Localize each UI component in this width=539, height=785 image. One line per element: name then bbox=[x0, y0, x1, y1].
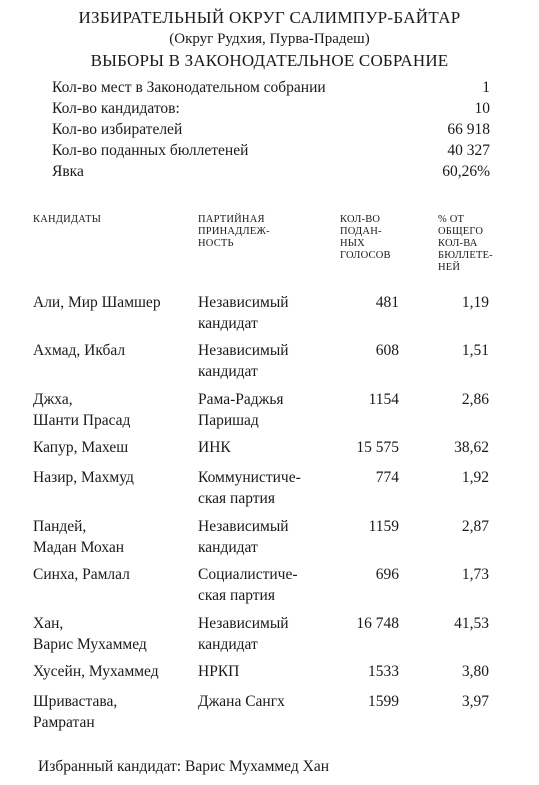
column-header-line: ГОЛОСОВ bbox=[340, 250, 391, 261]
candidate-name bbox=[33, 437, 128, 458]
party-affiliation bbox=[198, 516, 289, 558]
candidate-name-line: Пандей, bbox=[33, 518, 87, 535]
candidate-name-line: Капур, Махеш bbox=[33, 439, 129, 456]
votes-count: 608 bbox=[375, 342, 399, 359]
party-affiliation-line: ИНК bbox=[198, 439, 231, 456]
candidate-name-line: Хусейн, Мухаммед bbox=[33, 663, 159, 680]
votes-percent: 2,86 bbox=[461, 391, 489, 408]
column-header-percent bbox=[438, 214, 493, 274]
candidate-name bbox=[33, 564, 130, 585]
column-header-line: НЫХ bbox=[340, 238, 365, 249]
candidate-name-line: Шривастава, bbox=[33, 693, 118, 710]
elected-candidate: Избранный кандидат: Варис Мухаммед Хан bbox=[38, 758, 329, 775]
party-affiliation-line: Независимый bbox=[198, 342, 289, 359]
district-subtitle: (Округ Рудхия, Пурва-Прадеш) bbox=[169, 31, 370, 47]
party-affiliation-line: ская партия bbox=[198, 587, 275, 604]
party-affiliation-line: кандидат bbox=[198, 315, 258, 332]
column-header-votes bbox=[340, 214, 391, 262]
column-header-line: ПАРТИЙНАЯ bbox=[198, 214, 265, 225]
stat-value: 60,26% bbox=[442, 163, 490, 180]
party-affiliation bbox=[198, 467, 301, 509]
votes-percent: 41,53 bbox=[454, 615, 489, 632]
column-header-line: ПРИНАДЛЕЖ- bbox=[198, 226, 270, 237]
candidate-name bbox=[33, 292, 161, 313]
votes-percent: 1,51 bbox=[461, 342, 489, 359]
party-affiliation-line: кандидат bbox=[198, 539, 258, 556]
party-affiliation bbox=[198, 437, 231, 458]
votes-percent: 3,80 bbox=[461, 663, 489, 680]
column-header-party bbox=[198, 214, 270, 250]
party-affiliation bbox=[198, 661, 239, 682]
candidate-name-line: Али, Мир Шамшер bbox=[33, 294, 161, 311]
party-affiliation-line: кандидат bbox=[198, 636, 258, 653]
district-title: ИЗБИРАТЕЛЬНЫЙ ОКРУГ САЛИМПУР-БАЙТАР bbox=[78, 8, 461, 27]
stat-value: 66 918 bbox=[447, 121, 490, 138]
party-affiliation-line: Рама-Раджья bbox=[198, 391, 284, 408]
column-header-line: НЕЙ bbox=[438, 262, 461, 273]
party-affiliation-line: НРКП bbox=[198, 663, 240, 680]
candidate-name-line: Мадан Мохан bbox=[33, 539, 125, 556]
candidate-name bbox=[33, 467, 134, 488]
candidate-name-line: Назир, Махмуд bbox=[33, 469, 134, 486]
candidate-name-line: Шанти Прасад bbox=[33, 412, 131, 429]
candidate-name-line: Синха, Рамлал bbox=[33, 566, 130, 583]
stat-row bbox=[52, 142, 490, 163]
candidate-name bbox=[33, 613, 147, 655]
candidate-name bbox=[33, 661, 159, 682]
column-header-line: КОЛ-ВО bbox=[340, 214, 381, 225]
stat-value: 40 327 bbox=[447, 142, 490, 159]
party-affiliation-line: Независимый bbox=[198, 518, 289, 535]
party-affiliation bbox=[198, 292, 289, 334]
votes-count: 1599 bbox=[368, 693, 399, 710]
column-header-candidates bbox=[33, 214, 101, 226]
stat-label: Явка bbox=[52, 163, 84, 180]
candidate-name-line: Ахмад, Икбал bbox=[33, 342, 126, 359]
election-title: ВЫБОРЫ В ЗАКОНОДАТЕЛЬНОЕ СОБРАНИЕ bbox=[90, 51, 449, 70]
party-affiliation-line: Социалистиче- bbox=[198, 566, 298, 583]
votes-percent: 1,19 bbox=[461, 294, 489, 311]
party-affiliation-line: Независимый bbox=[198, 615, 289, 632]
votes-count: 1533 bbox=[368, 663, 399, 680]
votes-count: 481 bbox=[375, 294, 399, 311]
candidate-name bbox=[33, 516, 124, 558]
party-affiliation bbox=[198, 613, 289, 655]
stat-label: Кол-во избирателей bbox=[52, 121, 183, 138]
column-header-line: КАНДИДАТЫ bbox=[33, 214, 102, 225]
party-affiliation-line: Джана Сангх bbox=[198, 693, 285, 710]
stat-row bbox=[52, 100, 490, 121]
column-header-line: БЮЛЛЕТЕ- bbox=[438, 250, 493, 261]
stat-label: Кол-во кандидатов: bbox=[52, 100, 180, 117]
column-header-line: ПОДАН- bbox=[340, 226, 382, 237]
candidate-name bbox=[33, 340, 125, 361]
votes-percent: 38,62 bbox=[454, 439, 489, 456]
column-header-line: ОБЩЕГО bbox=[438, 226, 484, 237]
votes-count: 696 bbox=[375, 566, 399, 583]
party-affiliation bbox=[198, 564, 298, 606]
candidate-name-line: Рамратан bbox=[33, 714, 95, 731]
party-affiliation-line: кандидат bbox=[198, 363, 258, 380]
votes-percent: 2,87 bbox=[461, 518, 489, 535]
candidate-name bbox=[33, 389, 130, 431]
candidate-name-line: Варис Мухаммед bbox=[33, 636, 147, 653]
party-affiliation-line: Паришад bbox=[198, 412, 259, 429]
stat-value: 10 bbox=[474, 100, 490, 117]
party-affiliation-line: ская партия bbox=[198, 490, 275, 507]
column-header-line: НОСТЬ bbox=[198, 238, 234, 249]
candidate-name bbox=[33, 691, 117, 733]
column-header-line: КОЛ-ВА bbox=[438, 238, 478, 249]
votes-percent: 1,92 bbox=[461, 469, 489, 486]
votes-percent: 3,97 bbox=[461, 693, 489, 710]
party-affiliation bbox=[198, 389, 284, 431]
party-affiliation bbox=[198, 691, 285, 712]
stat-row bbox=[52, 79, 490, 100]
stat-value: 1 bbox=[482, 79, 490, 96]
candidate-name-line: Хан, bbox=[33, 615, 64, 632]
stat-row bbox=[52, 163, 490, 184]
stat-row bbox=[52, 121, 490, 142]
candidate-name-line: Джха, bbox=[33, 391, 73, 408]
votes-percent: 1,73 bbox=[461, 566, 489, 583]
party-affiliation bbox=[198, 340, 289, 382]
votes-count: 15 575 bbox=[356, 439, 399, 456]
votes-count: 1154 bbox=[368, 391, 399, 408]
votes-count: 1159 bbox=[368, 518, 399, 535]
stat-label: Кол-во поданных бюллетеней bbox=[52, 142, 249, 159]
party-affiliation-line: Независимый bbox=[198, 294, 289, 311]
votes-count: 774 bbox=[375, 469, 399, 486]
party-affiliation-line: Коммунистиче- bbox=[198, 469, 301, 486]
stat-label: Кол-во мест в Законодательном собрании bbox=[52, 79, 326, 96]
column-header-line: % ОТ bbox=[438, 214, 465, 225]
summary-stats bbox=[52, 79, 490, 184]
votes-count: 16 748 bbox=[356, 615, 399, 632]
